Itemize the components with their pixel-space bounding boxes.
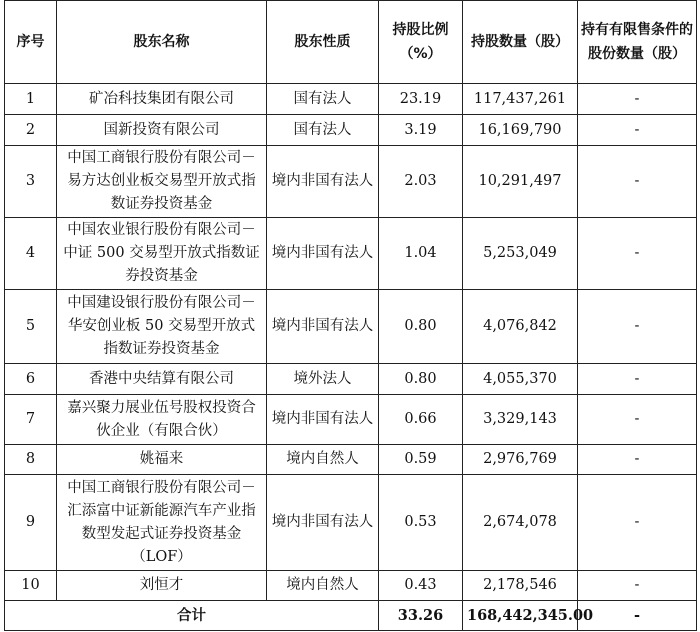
table-row — [5, 571, 697, 601]
row-index: 8 — [5, 445, 57, 475]
row-ratio: 0.43 — [379, 571, 463, 601]
table-row — [5, 218, 697, 290]
row-restricted: - — [578, 290, 697, 364]
header-name: 股东名称 — [57, 1, 267, 84]
row-shares: 3,329,143 — [463, 395, 578, 445]
row-nature: 境内非国有法人 — [267, 146, 379, 218]
row-shares: 4,076,842 — [463, 290, 578, 364]
row-nature: 境内非国有法人 — [267, 475, 379, 571]
row-index: 4 — [5, 218, 57, 290]
row-nature: 境外法人 — [267, 364, 379, 395]
row-restricted: - — [578, 146, 697, 218]
shareholders-table — [4, 0, 697, 631]
row-ratio: 0.80 — [379, 364, 463, 395]
header-nature: 股东性质 — [267, 1, 379, 84]
row-index: 2 — [5, 115, 57, 146]
row-ratio: 23.19 — [379, 84, 463, 115]
row-nature: 国有法人 — [267, 115, 379, 146]
row-name: 香港中央结算有限公司 — [57, 364, 267, 395]
table-row — [5, 364, 697, 395]
row-index: 7 — [5, 395, 57, 445]
table-row — [5, 115, 697, 146]
row-index: 6 — [5, 364, 57, 395]
total-restricted: - — [578, 601, 697, 631]
row-name: 国新投资有限公司 — [57, 115, 267, 146]
row-restricted: - — [578, 445, 697, 475]
row-restricted: - — [578, 395, 697, 445]
row-restricted: - — [578, 364, 697, 395]
row-shares: 5,253,049 — [463, 218, 578, 290]
header-index: 序号 — [5, 1, 57, 84]
row-restricted: - — [578, 84, 697, 115]
row-shares: 2,674,078 — [463, 475, 578, 571]
row-name: 矿冶科技集团有限公司 — [57, 84, 267, 115]
row-nature: 境内非国有法人 — [267, 395, 379, 445]
row-nature: 境内非国有法人 — [267, 218, 379, 290]
row-ratio: 0.66 — [379, 395, 463, 445]
row-index: 5 — [5, 290, 57, 364]
row-name: 嘉兴聚力展业伍号股权投资合伙企业（有限合伙） — [57, 395, 267, 445]
row-restricted: - — [578, 115, 697, 146]
row-restricted: - — [578, 218, 697, 290]
row-index: 9 — [5, 475, 57, 571]
total-shares: 168,442,345.00 — [463, 601, 578, 631]
row-name: 中国工商银行股份有限公司－易方达创业板交易型开放式指数证券投资基金 — [57, 146, 267, 218]
row-shares: 16,169,790 — [463, 115, 578, 146]
header-row — [5, 1, 697, 84]
row-name: 中国建设银行股份有限公司－华安创业板 50 交易型开放式指数证券投资基金 — [57, 290, 267, 364]
row-nature: 境内非国有法人 — [267, 290, 379, 364]
row-shares: 10,291,497 — [463, 146, 578, 218]
row-name: 姚福来 — [57, 445, 267, 475]
header-restricted: 持有有限售条件的股份数量（股） — [578, 1, 697, 84]
row-restricted: - — [578, 571, 697, 601]
row-ratio: 3.19 — [379, 115, 463, 146]
row-ratio: 1.04 — [379, 218, 463, 290]
row-shares: 2,178,546 — [463, 571, 578, 601]
row-ratio: 2.03 — [379, 146, 463, 218]
table-row — [5, 395, 697, 445]
header-ratio: 持股比例（%） — [379, 1, 463, 84]
row-ratio: 0.59 — [379, 445, 463, 475]
row-ratio: 0.80 — [379, 290, 463, 364]
table-row — [5, 290, 697, 364]
row-name: 中国工商银行股份有限公司－汇添富中证新能源汽车产业指数型发起式证券投资基金（LOF） — [57, 475, 267, 571]
row-ratio: 0.53 — [379, 475, 463, 571]
table-row — [5, 475, 697, 571]
row-restricted: - — [578, 475, 697, 571]
row-name: 刘恒才 — [57, 571, 267, 601]
total-label: 合计 — [5, 601, 379, 631]
row-name: 中国农业银行股份有限公司－中证 500 交易型开放式指数证券投资基金 — [57, 218, 267, 290]
total-ratio: 33.26 — [379, 601, 463, 631]
table-row — [5, 445, 697, 475]
row-index: 1 — [5, 84, 57, 115]
total-row — [5, 601, 697, 631]
table-row — [5, 146, 697, 218]
row-shares: 117,437,261 — [463, 84, 578, 115]
row-nature: 境内自然人 — [267, 571, 379, 601]
header-shares: 持股数量（股） — [463, 1, 578, 84]
row-shares: 4,055,370 — [463, 364, 578, 395]
table-row — [5, 84, 697, 115]
row-nature: 境内自然人 — [267, 445, 379, 475]
row-shares: 2,976,769 — [463, 445, 578, 475]
row-index: 10 — [5, 571, 57, 601]
row-index: 3 — [5, 146, 57, 218]
row-nature: 国有法人 — [267, 84, 379, 115]
